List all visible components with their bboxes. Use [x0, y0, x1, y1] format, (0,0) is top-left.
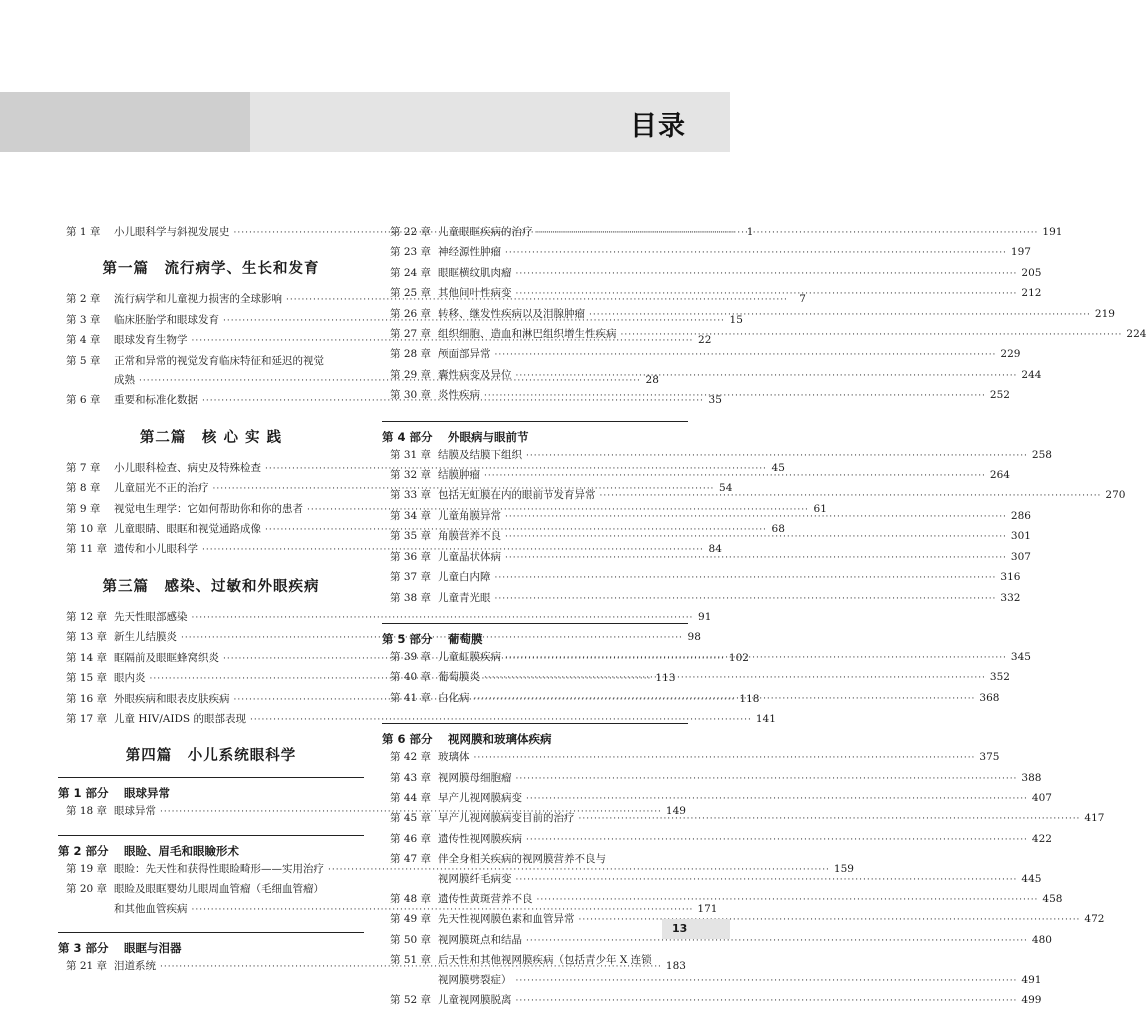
leader-dots [600, 487, 1102, 506]
chapter-title: 结膜及结膜下组织 [438, 448, 522, 461]
leader-dots [505, 549, 1007, 568]
chapter-title: 其他间叶性病变 [438, 287, 512, 300]
chapter-page: 458 [1042, 892, 1063, 905]
toc-entry[interactable] [382, 971, 1042, 991]
chapter-title: 视网膜斑点和结晶 [438, 933, 522, 946]
chapter-title: 儿童角膜异常 [438, 509, 501, 522]
section-heading [382, 630, 688, 648]
chapter-page: 183 [665, 959, 686, 972]
chapter-number: 第 5 章 [66, 354, 101, 367]
chapter-page: 149 [665, 805, 686, 818]
section-heading [382, 730, 688, 748]
chapter-page: 113 [655, 672, 676, 685]
chapter-page: 91 [698, 610, 712, 623]
chapter-number: 第 39 章 [390, 650, 432, 663]
leader-dots [474, 749, 976, 768]
chapter-number: 第 6 章 [66, 394, 101, 407]
chapter-title: 颅面部异常 [438, 348, 491, 361]
chapter-number: 第 38 章 [390, 591, 432, 604]
chapter-number: 第 29 章 [390, 368, 432, 381]
page-title: 目录 [630, 111, 686, 142]
chapter-number: 第 2 章 [66, 293, 101, 306]
chapter-number: 第 19 章 [66, 862, 108, 875]
chapter-title: 眼内炎 [114, 672, 146, 685]
chapter-page: 102 [728, 651, 749, 664]
toc-entry[interactable] [382, 345, 1021, 365]
toc-entry[interactable] [382, 931, 1052, 951]
chapter-number: 第 52 章 [390, 994, 432, 1006]
chapter-title: 儿童虹膜疾病 [438, 650, 501, 663]
leader-dots [526, 447, 1028, 466]
chapter-title: 儿童屈光不正的治疗 [114, 482, 209, 495]
leader-dots [516, 265, 1018, 284]
chapter-number: 第 8 章 [66, 482, 101, 495]
leader-dots [516, 285, 1018, 304]
section-title: 葡萄膜 [448, 631, 483, 646]
chapter-number: 第 25 章 [390, 287, 432, 300]
chapter-number: 第 13 章 [66, 631, 108, 644]
chapter-number: 第 16 章 [66, 692, 108, 705]
part-heading: 第二篇 核 心 实 践 [139, 429, 283, 446]
chapter-number: 第 30 章 [390, 389, 432, 402]
section-title: 眼球异常 [124, 786, 170, 801]
header-accent-block [0, 92, 250, 152]
chapter-title: 重要和标准化数据 [114, 394, 198, 407]
chapter-page: 472 [1084, 913, 1105, 926]
chapter-page: 205 [1021, 266, 1042, 279]
toc-entry[interactable] [382, 446, 1052, 466]
chapter-title: 小儿眼科学与斜视发展史 [114, 226, 230, 238]
chapter-number: 第 37 章 [390, 571, 432, 584]
leader-dots [537, 891, 1039, 910]
chapter-title: 儿童青光眼 [438, 591, 491, 604]
chapter-title: 儿童晶状体病 [438, 550, 501, 563]
chapter-page: 244 [1021, 368, 1042, 381]
chapter-title: 结膜肿瘤 [438, 469, 480, 482]
chapter-page: 345 [1010, 650, 1031, 663]
section-number: 第 1 部分 [58, 786, 109, 801]
leader-dots [537, 224, 1039, 243]
chapter-page: 197 [1010, 246, 1031, 259]
chapter-title: 遗传性黄斑营养不良 [438, 892, 533, 905]
section-heading [58, 939, 364, 957]
chapter-page: 264 [989, 469, 1010, 482]
chapter-page: 229 [1000, 348, 1021, 361]
chapter-page: 480 [1031, 933, 1052, 946]
chapter-title: 后天性和其他视网膜疾病（包括青少年 X 连锁 [438, 954, 652, 967]
chapter-number: 第 27 章 [390, 328, 432, 341]
chapter-number: 第 17 章 [66, 712, 108, 725]
chapter-title: 先天性视网膜色素和血管异常 [438, 913, 575, 926]
toc-entry[interactable] [382, 910, 1105, 930]
chapter-title: 视网膜母细胞瘤 [438, 771, 512, 784]
chapter-title: 眼眶横纹肌肉瘤 [438, 266, 512, 279]
chapter-page: 352 [989, 671, 1010, 684]
chapter-number: 第 1 章 [66, 226, 101, 238]
chapter-title: 泪道系统 [114, 959, 156, 972]
leader-dots [516, 770, 1018, 789]
leader-dots [505, 508, 1007, 527]
chapter-number: 第 14 章 [66, 651, 108, 664]
toc-entry[interactable] [58, 352, 364, 371]
chapter-number: 第 9 章 [66, 502, 101, 515]
chapter-number: 第 43 章 [390, 771, 432, 784]
chapter-number: 第 11 章 [66, 543, 108, 556]
chapter-number: 第 47 章 [390, 853, 432, 866]
chapter-title: 正常和异常的视觉发育临床特征和延迟的视觉 [114, 354, 324, 367]
leader-dots [495, 569, 997, 588]
part-heading: 第四篇 小儿系统眼科学 [125, 748, 297, 765]
chapter-title: 流行病学和儿童视力损害的全球影响 [114, 293, 282, 306]
chapter-title: 伴全身相关疾病的视网膜营养不良与 [438, 853, 606, 866]
section-heading [382, 428, 688, 446]
chapter-page: 445 [1021, 872, 1042, 885]
chapter-title: 外眼疾病和眼表皮肤疾病 [114, 692, 230, 705]
toc-entry[interactable] [382, 991, 1042, 1011]
chapter-page: 15 [729, 313, 743, 326]
leader-dots [589, 306, 1091, 325]
chapter-page: 316 [1000, 571, 1021, 584]
toc-entry[interactable] [382, 223, 1063, 243]
chapter-title: 组织细胞、造血和淋巴组织增生性疾病 [438, 328, 617, 341]
chapter-number: 第 4 章 [66, 334, 101, 347]
chapter-title: 白化病 [438, 691, 470, 704]
toc-entry[interactable] [382, 589, 1021, 609]
toc-entry[interactable] [382, 284, 1042, 304]
chapter-page: 388 [1021, 771, 1042, 784]
section-title: 眼眶与泪器 [124, 940, 182, 955]
part-heading: 第三篇 感染、过敏和外眼疾病 [102, 578, 320, 595]
chapter-title: 视网膜纤毛病变 [438, 872, 512, 885]
chapter-number: 第 42 章 [390, 751, 432, 764]
section-title: 眼睑、眉毛和眼瞼形术 [124, 843, 239, 858]
chapter-number: 第 22 章 [390, 226, 432, 238]
toc-entry[interactable] [382, 325, 1146, 345]
chapter-number: 第 49 章 [390, 913, 432, 926]
chapter-title: 遗传和小儿眼科学 [114, 543, 198, 556]
chapter-number: 第 51 章 [390, 954, 432, 967]
chapter-number: 第 21 章 [66, 959, 108, 972]
chapter-page: 332 [1000, 591, 1021, 604]
chapter-number: 第 31 章 [390, 448, 432, 461]
chapter-title: 新生儿结膜炎 [114, 631, 177, 644]
chapter-number: 第 7 章 [66, 461, 101, 474]
chapter-number: 第 10 章 [66, 523, 108, 536]
leader-dots [505, 649, 1007, 668]
chapter-page: 212 [1021, 287, 1042, 300]
chapter-page: 1 [746, 226, 754, 238]
chapter-number: 第 45 章 [390, 812, 432, 825]
chapter-page: 22 [698, 334, 712, 347]
chapter-number: 第 36 章 [390, 550, 432, 563]
section-heading [58, 784, 364, 802]
chapter-page: 171 [697, 902, 718, 915]
chapter-page: 84 [708, 543, 722, 556]
chapter-title: 儿童白内障 [438, 571, 491, 584]
chapter-title: 儿童眼眶疾病的治疗 [438, 226, 533, 238]
chapter-title: 遗传性视网膜疾病 [438, 832, 522, 845]
leader-dots [484, 387, 986, 406]
chapter-page: 491 [1021, 973, 1042, 986]
leader-dots [526, 932, 1028, 951]
section-title: 视网膜和玻璃体疾病 [448, 732, 552, 747]
chapter-title: 包括无虹膜在内的眼前节发育异常 [438, 489, 596, 502]
chapter-title: 先天性眼部感染 [114, 610, 188, 623]
chapter-page: 499 [1021, 994, 1042, 1006]
toc-entry[interactable] [58, 880, 364, 899]
chapter-number: 第 26 章 [390, 307, 432, 320]
chapter-title: 眼睑及眼眶婴幼儿眼周血管瘤（毛细血管瘤） [114, 883, 324, 896]
toc-entry[interactable] [58, 608, 712, 628]
toc-entry[interactable] [382, 748, 1000, 768]
chapter-title: 早产儿视网膜病变 [438, 791, 522, 804]
chapter-title: 儿童视网膜脱离 [438, 994, 512, 1006]
toc-entry[interactable] [382, 568, 1021, 588]
chapter-page: 35 [708, 394, 722, 407]
chapter-page: 375 [979, 751, 1000, 764]
page-number: 13 [672, 922, 688, 935]
chapter-title: 转移、继发性疾病以及泪腺肿瘤 [438, 307, 585, 320]
section-number: 第 6 部分 [382, 732, 433, 747]
leader-dots [516, 972, 1018, 991]
section-number: 第 2 部分 [58, 843, 109, 858]
chapter-title: 儿童 HIV/AIDS 的眼部表现 [114, 712, 246, 725]
chapter-number: 第 35 章 [390, 530, 432, 543]
leader-dots [505, 528, 1007, 547]
chapter-page: 219 [1094, 307, 1115, 320]
chapter-page: 286 [1010, 509, 1031, 522]
chapter-page: 45 [771, 461, 785, 474]
section-title: 外眼病与眼前节 [448, 429, 529, 444]
chapter-title: 成熟 [114, 374, 135, 387]
chapter-page: 270 [1105, 489, 1126, 502]
chapter-number: 第 23 章 [390, 246, 432, 259]
chapter-title: 小儿眼科检查、病史及特殊检查 [114, 461, 261, 474]
chapter-title: 眶隔前及眼眶蜂窝织炎 [114, 651, 219, 664]
chapter-page: 422 [1031, 832, 1052, 845]
toc-entry[interactable] [382, 264, 1042, 284]
chapter-number: 第 24 章 [390, 266, 432, 279]
chapter-title: 临床胚胎学和眼球发育 [114, 313, 219, 326]
chapter-page: 159 [833, 862, 854, 875]
toc-entry[interactable] [382, 809, 1105, 829]
section-heading [58, 842, 364, 860]
leader-dots [526, 790, 1028, 809]
chapter-title: 神经源性肿瘤 [438, 246, 501, 259]
toc-entry[interactable] [382, 668, 1010, 688]
leader-dots [505, 244, 1007, 263]
leader-dots [495, 346, 997, 365]
leader-dots [484, 669, 986, 688]
chapter-title: 眼睑：先天性和获得性眼睑畸形——实用治疗 [114, 862, 324, 875]
chapter-page: 54 [719, 482, 733, 495]
chapter-title: 儿童眼睛、眼眶和视觉通路成像 [114, 523, 261, 536]
chapter-title: 炎性疾病 [438, 389, 480, 402]
toc-entry[interactable] [382, 789, 1052, 809]
chapter-title: 角膜营养不良 [438, 530, 501, 543]
chapter-title: 眼球发育生物学 [114, 334, 188, 347]
toc-entry[interactable] [382, 830, 1052, 850]
leader-dots [495, 590, 997, 609]
toc-entry[interactable] [382, 366, 1042, 386]
chapter-number: 第 50 章 [390, 933, 432, 946]
section-number: 第 5 部分 [382, 631, 433, 646]
chapter-title: 囊性病变及异位 [438, 368, 512, 381]
toc-entry[interactable] [382, 243, 1031, 263]
chapter-number: 第 32 章 [390, 469, 432, 482]
chapter-number: 第 40 章 [390, 671, 432, 684]
chapter-title: 视网膜劈裂症） [438, 973, 512, 986]
chapter-number: 第 18 章 [66, 805, 108, 818]
leader-dots [579, 911, 1081, 930]
chapter-number: 第 34 章 [390, 509, 432, 522]
chapter-title: 和其他血管疾病 [114, 902, 188, 915]
chapter-page: 191 [1042, 226, 1063, 238]
toc-entry[interactable] [58, 710, 776, 730]
chapter-number: 第 3 章 [66, 313, 101, 326]
leader-dots [484, 467, 986, 486]
chapter-page: 61 [813, 502, 827, 515]
leader-dots [516, 367, 1018, 386]
chapter-title: 眼球异常 [114, 805, 156, 818]
chapter-page: 141 [755, 712, 776, 725]
chapter-number: 第 20 章 [66, 883, 108, 896]
chapter-page: 68 [771, 523, 785, 536]
chapter-page: 307 [1010, 550, 1031, 563]
chapter-number: 第 46 章 [390, 832, 432, 845]
toc-entry[interactable] [382, 951, 688, 970]
chapter-number: 第 41 章 [390, 691, 432, 704]
chapter-title: 葡萄膜炎 [438, 671, 480, 684]
leader-dots [621, 326, 1123, 345]
chapter-page: 7 [799, 293, 806, 306]
chapter-page: 98 [687, 631, 701, 644]
chapter-page: 118 [739, 692, 760, 705]
leader-dots [516, 871, 1018, 890]
leader-dots [579, 810, 1081, 829]
chapter-number: 第 12 章 [66, 610, 108, 623]
section-number: 第 4 部分 [382, 429, 433, 444]
chapter-page: 258 [1031, 448, 1052, 461]
toc-entry[interactable] [382, 769, 1042, 789]
chapter-number: 第 48 章 [390, 892, 432, 905]
chapter-number: 第 15 章 [66, 672, 108, 685]
chapter-page: 301 [1010, 530, 1031, 543]
toc-entry[interactable] [382, 850, 688, 869]
chapter-page: 28 [645, 374, 659, 387]
chapter-page: 252 [989, 389, 1010, 402]
leader-dots [474, 690, 976, 709]
leader-dots [516, 992, 1018, 1011]
chapter-number: 第 33 章 [390, 489, 432, 502]
toc-entry[interactable] [382, 870, 1042, 890]
chapter-page: 407 [1031, 791, 1052, 804]
chapter-page: 368 [979, 691, 1000, 704]
page-number-tab [662, 919, 730, 939]
chapter-page: 224 [1126, 328, 1146, 341]
chapter-title: 视觉电生理学：它如何帮助你和你的患者 [114, 502, 303, 515]
section-number: 第 3 部分 [58, 940, 109, 955]
chapter-number: 第 44 章 [390, 791, 432, 804]
chapter-title: 玻璃体 [438, 751, 470, 764]
part-heading: 第一篇 流行病学、生长和发育 [102, 261, 320, 278]
chapter-page: 417 [1084, 812, 1105, 825]
chapter-number: 第 28 章 [390, 348, 432, 361]
chapter-title: 早产儿视网膜病变目前的治疗 [438, 812, 575, 825]
leader-dots [526, 831, 1028, 850]
